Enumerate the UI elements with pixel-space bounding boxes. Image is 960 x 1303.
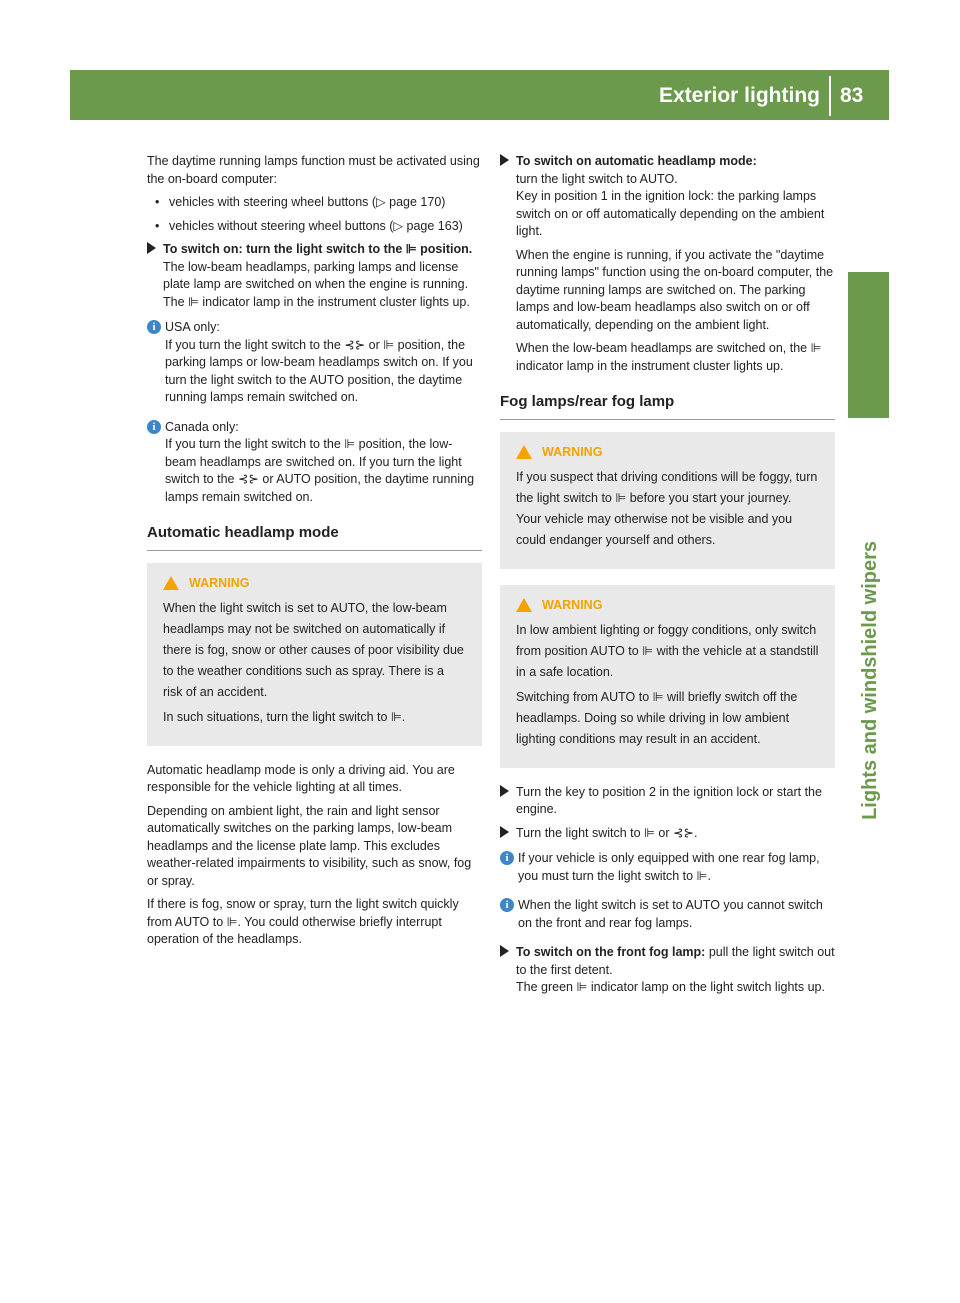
step-arrow-icon (500, 945, 509, 957)
body-paragraph: When the engine is running, if you activate the "daytime running lamps" function using the on-board computer, the daytime running lamps are switched on. The parking lamps and low-beam headlamps also switch on or off automatically, depending on the ambient light. (516, 247, 834, 332)
step-heading: To switch on the front fog lamp: (516, 945, 706, 959)
warning-header (516, 595, 819, 616)
warning-text: In such situations, turn the light switch to ⊫. (163, 709, 406, 724)
info-note (500, 897, 835, 932)
info-text: If you turn the light switch to the ⊫ position, the low-beam headlamps are switched on. If you turn the light switch to the ⊰⊱ or AUTO position, the daytime running lamps remain switched on. (165, 437, 475, 504)
warning-triangle-icon (516, 598, 532, 612)
body-paragraph: Key in position 1 in the ignition lock: the parking lamps switch on or off automatically depending on the ambient light. (516, 189, 825, 238)
body-paragraph: If there is fog, snow or spray, turn the light switch quickly from AUTO to ⊫. You could otherwise briefly interrupt operation of the headlamps. (147, 897, 459, 946)
warning-box (500, 432, 835, 569)
warning-label: WARNING (542, 597, 603, 612)
section-heading: Automatic headlamp mode (147, 524, 482, 551)
step-heading: To switch on automatic headlamp mode: (516, 154, 757, 168)
instruction-step (147, 241, 482, 311)
step-text: The low-beam headlamps, parking lamps and license plate lamp are switched on when the engine is running. The ⊫ indicator lamp in the instrument cluster lights up. (163, 259, 470, 309)
section-title: Exterior lighting (658, 84, 820, 107)
chapter-tab (848, 272, 889, 418)
info-title: Canada only: (165, 419, 239, 434)
info-note (147, 419, 482, 507)
section-heading: Fog lamps/rear fog lamp (500, 393, 835, 420)
warning-box (147, 563, 482, 746)
list-item: • vehicles with steering wheel buttons (▷ page 170) (147, 194, 482, 212)
body-paragraph: Automatic headlamp mode is only a driving aid. You are responsible for the vehicle lighting at all times. (147, 762, 455, 794)
chapter-label-text: Lights and windshield wipers (858, 541, 881, 820)
info-title: USA only: (165, 320, 220, 334)
info-icon: i (147, 320, 161, 334)
instruction-step (500, 944, 835, 997)
step-arrow-icon (500, 826, 509, 838)
info-text: If your vehicle is only equipped with one rear fog lamp, you must turn the light switch to ⊫. (518, 851, 820, 883)
info-note (500, 850, 835, 885)
info-text: If you turn the light switch to the ⊰⊱ or ⊫ position, the parking lamps or low-beam headlamps switch on. If you turn the light switch to the AUTO position, the daytime running lamps remain switched on. (165, 337, 473, 404)
step-text: Turn the key to position 2 in the ignition lock or start the engine. (516, 784, 822, 816)
chapter-label (852, 440, 888, 820)
step-heading: To switch on: turn the light switch to the ⊫ position. (163, 242, 473, 256)
warning-box (500, 585, 835, 768)
warning-text: When the light switch is set to AUTO, the low-beam headlamps may not be switched on automatically if there is fog, snow or other causes of poor visibility due to the weather conditions such as spray. There is a risk of an accident. (163, 600, 464, 699)
info-icon: i (500, 851, 514, 865)
info-icon: i (500, 898, 514, 912)
step-arrow-icon (500, 785, 509, 797)
header-divider (829, 76, 831, 116)
warning-triangle-icon (163, 576, 179, 590)
warning-triangle-icon (516, 445, 532, 459)
warning-text: If you suspect that driving conditions will be foggy, turn the light switch to ⊫ before you start your journey. Your vehicle may otherwise not be visible and you could endanger yourself and others. (516, 469, 818, 547)
warning-header (163, 573, 466, 594)
body-paragraph: When the low-beam headlamps are switched on, the ⊫ indicator lamp in the instrument cluster lights up. (516, 341, 822, 373)
info-icon: i (147, 420, 161, 434)
instruction-step (500, 825, 835, 843)
step-arrow-icon (147, 242, 156, 254)
page-number: 83 (840, 84, 864, 107)
step-text: The green ⊫ indicator lamp on the light switch lights up. (516, 980, 825, 994)
step-arrow-icon (500, 154, 509, 166)
warning-text: Switching from AUTO to ⊫ will briefly switch off the headlamps. Doing so while driving in low ambient lighting conditions may result in an accident. (516, 689, 798, 746)
intro-paragraph: The daytime running lamps function must be activated using the on-board computer: (147, 154, 480, 186)
instruction-step (500, 784, 835, 819)
info-note (147, 319, 482, 407)
instruction-step (500, 153, 835, 375)
list-item: • vehicles without steering wheel buttons (▷ page 163) (147, 218, 482, 236)
warning-label: WARNING (542, 444, 603, 459)
step-text: Turn the light switch to ⊫ or ⊰⊱. (516, 825, 698, 840)
step-text: turn the light switch to AUTO. (516, 171, 678, 186)
right-column (500, 153, 835, 1003)
warning-header (516, 442, 819, 463)
warning-text: In low ambient lighting or foggy conditions, only switch from position AUTO to ⊫ with the vehicle at a standstill in a safe location. (516, 622, 819, 679)
body-paragraph: Depending on ambient light, the rain and light sensor automatically switches on the parking lamps, low-beam headlamps and the license plate lamp. This excludes weather-related impairments to visibility, such as snow, fog or spray. (147, 803, 472, 888)
warning-label: WARNING (189, 575, 250, 590)
info-text: When the light switch is set to AUTO you cannot switch on the front and rear fog lamps. (518, 898, 823, 930)
step-text: pull the light switch out to the first detent. (516, 945, 835, 977)
left-column (147, 153, 482, 955)
